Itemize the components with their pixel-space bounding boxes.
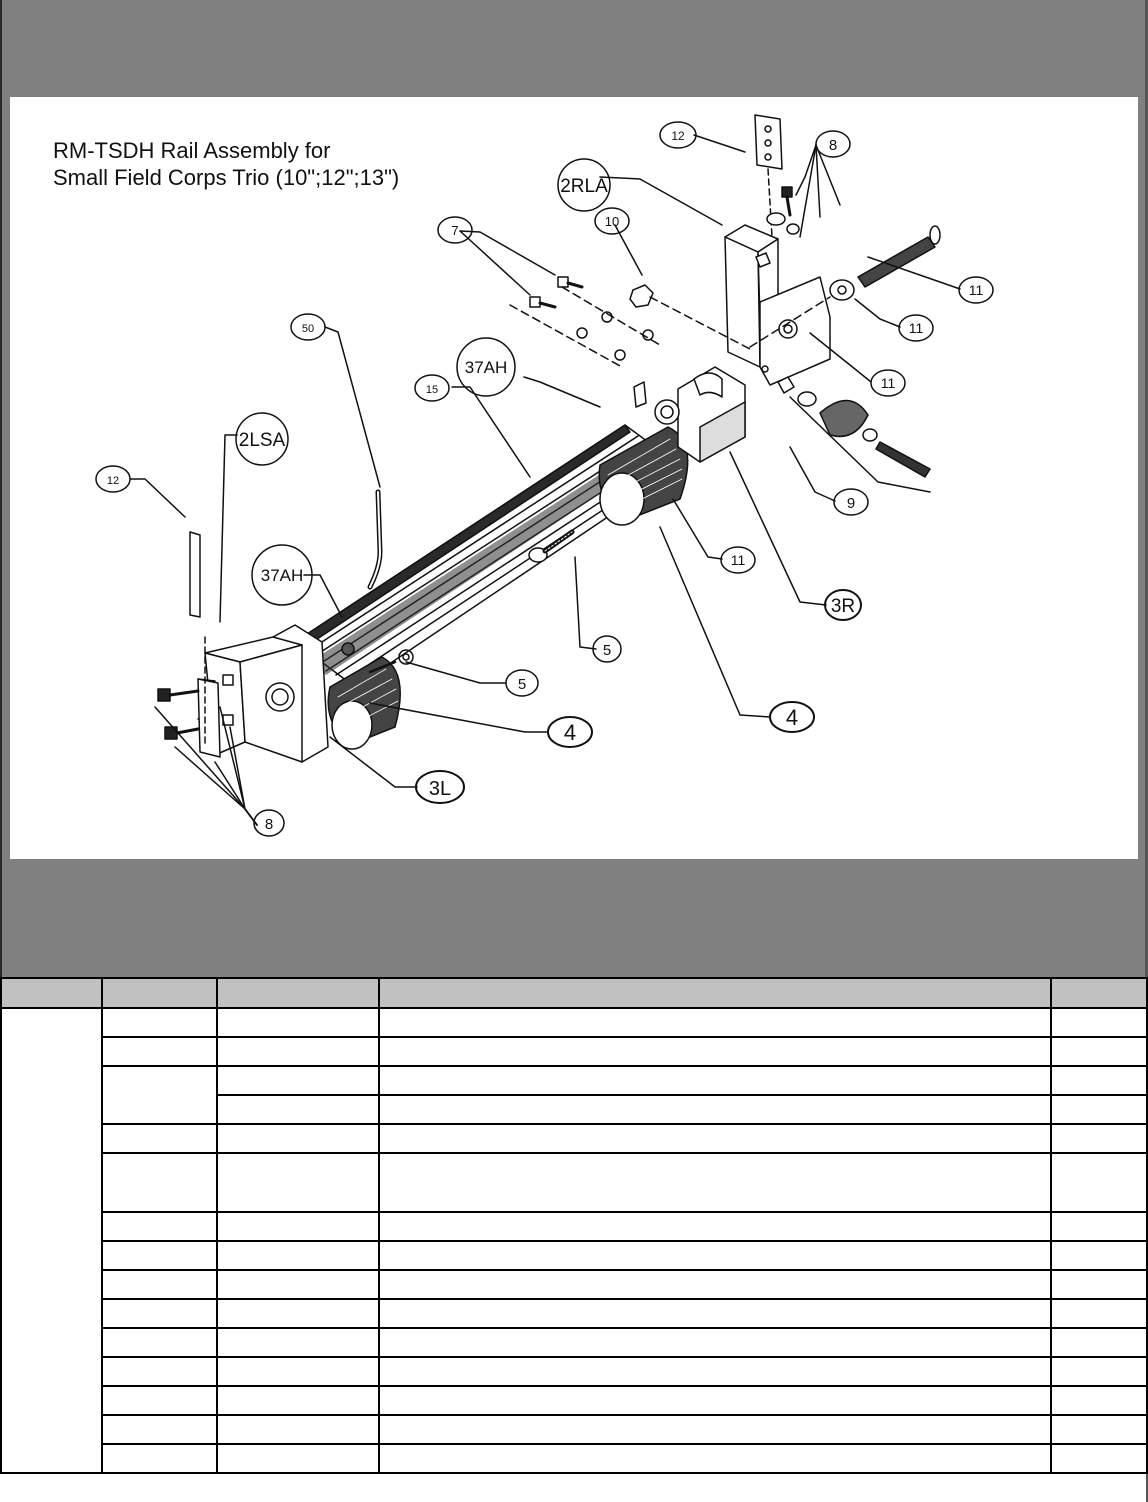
header-cell-3 [217, 978, 379, 1008]
table-cell [1051, 1270, 1147, 1299]
table-row [1, 1415, 1147, 1444]
table-cell [1051, 1386, 1147, 1415]
table-cell [102, 1066, 217, 1124]
exploded-diagram-panel [10, 97, 1138, 859]
table-cell [217, 1037, 379, 1066]
table-cell [1051, 1241, 1147, 1270]
table-row [1, 1357, 1147, 1386]
callout-5-a: 5 [517, 676, 527, 693]
table-cell [1051, 1212, 1147, 1241]
table-cell [379, 1328, 1051, 1357]
callout-4-right: 4 [785, 705, 799, 730]
table-cell [1051, 1415, 1147, 1444]
table-cell [102, 1357, 217, 1386]
callout-2lsa: 2LSA [238, 430, 286, 451]
exploded-view-drawing [10, 97, 1138, 859]
callout-8-top: 8 [828, 137, 838, 154]
callout-11-c: 11 [880, 375, 896, 391]
callout-37ah-left: 37AH [260, 566, 304, 585]
callout-2rla: 2RLA [560, 176, 608, 197]
table-cell [1051, 1124, 1147, 1153]
table-cell [102, 1241, 217, 1270]
table-cell [217, 1386, 379, 1415]
callout-8-bottom: 8 [264, 816, 274, 833]
table-cell [1051, 1299, 1147, 1328]
assembly-title-line-1: RM-TSDH Rail Assembly for [53, 138, 331, 163]
table-cell [102, 1153, 217, 1212]
table-cell [102, 1299, 217, 1328]
table-cell [379, 1095, 1051, 1124]
header-cell-2 [102, 978, 217, 1008]
table-row [1, 1299, 1147, 1328]
callout-7: 7 [451, 223, 459, 238]
table-cell [217, 1008, 379, 1037]
table-cell [102, 1270, 217, 1299]
callout-11-a: 11 [968, 282, 984, 298]
right-bracket-part-2RLA [725, 225, 830, 385]
table-cell [379, 1386, 1051, 1415]
left-bolts-part-8 [158, 689, 198, 739]
table-cell [1051, 1095, 1147, 1124]
table-cell [102, 1386, 217, 1415]
table-cell [379, 1008, 1051, 1037]
table-cell [1051, 1066, 1147, 1095]
table-row [1, 1212, 1147, 1241]
table-row [1, 1328, 1147, 1357]
table-cell [1051, 1357, 1147, 1386]
table-cell [379, 1124, 1051, 1153]
table-cell [1051, 1328, 1147, 1357]
parts-table-header-row [1, 978, 1147, 1008]
callout-11-b: 11 [908, 320, 924, 336]
table-cell [217, 1124, 379, 1153]
table-cell [102, 1124, 217, 1153]
knob-assembly-part-9 [778, 377, 930, 477]
table-cell [217, 1241, 379, 1270]
table-cell [379, 1357, 1051, 1386]
table-cell [379, 1037, 1051, 1066]
table-cell [217, 1212, 379, 1241]
parts-table [0, 977, 1148, 1474]
table-row [1, 1241, 1147, 1270]
assembly-title-line-2: Small Field Corps Trio (10";12";13") [53, 165, 400, 190]
callout-15: 15 [425, 384, 439, 396]
callout-12-left: 12 [106, 475, 120, 487]
table-row [1, 1008, 1147, 1037]
table-row [1, 1270, 1147, 1299]
table-cell [217, 1328, 379, 1357]
table-row [1, 1124, 1147, 1153]
table-cell [1051, 1444, 1147, 1473]
table-cell [102, 1444, 217, 1473]
table-row [1, 1153, 1147, 1212]
header-cell-4 [379, 978, 1051, 1008]
table-cell [217, 1299, 379, 1328]
table-cell [102, 1008, 217, 1037]
table-cell [379, 1444, 1051, 1473]
callout-10: 10 [604, 214, 620, 229]
callout-5-b: 5 [602, 642, 612, 659]
table-cell [217, 1066, 379, 1095]
table-cell [217, 1415, 379, 1444]
left-shim-part-12 [190, 532, 220, 757]
callout-12-top: 12 [671, 129, 685, 143]
table-row [1, 1444, 1147, 1473]
table-cell [102, 1037, 217, 1066]
table-cell [1051, 1153, 1147, 1212]
header-cell-5 [1051, 978, 1147, 1008]
callout-37ah-top: 37AH [464, 358, 508, 377]
table-cell [217, 1153, 379, 1212]
table-cell [217, 1270, 379, 1299]
callout-3r: 3R [830, 596, 856, 617]
table-cell [1051, 1008, 1147, 1037]
table-cell [102, 1328, 217, 1357]
table-cell [102, 1415, 217, 1444]
table-cell [102, 1212, 217, 1241]
rod-part-50 [370, 492, 380, 587]
table-cell [379, 1241, 1051, 1270]
header-cell-1 [1, 978, 102, 1008]
table-cell [379, 1299, 1051, 1328]
table-cell [379, 1415, 1051, 1444]
callout-4-left: 4 [563, 720, 577, 745]
table-cell [379, 1066, 1051, 1095]
table-cell [217, 1095, 379, 1124]
table-cell [379, 1270, 1051, 1299]
callout-50: 50 [301, 323, 315, 335]
table-cell [217, 1444, 379, 1473]
callout-3l: 3L [428, 778, 452, 800]
table-row [1, 1066, 1147, 1095]
table-cell [379, 1153, 1051, 1212]
table-cell [217, 1357, 379, 1386]
table-group-cell [1, 1008, 102, 1473]
table-row [1, 1386, 1147, 1415]
callout-11-d: 11 [730, 552, 746, 568]
parts-table-wrapper [0, 977, 1146, 1502]
table-cell [379, 1212, 1051, 1241]
table-cell [1051, 1037, 1147, 1066]
callout-9: 9 [846, 495, 856, 512]
table-row [1, 1037, 1147, 1066]
